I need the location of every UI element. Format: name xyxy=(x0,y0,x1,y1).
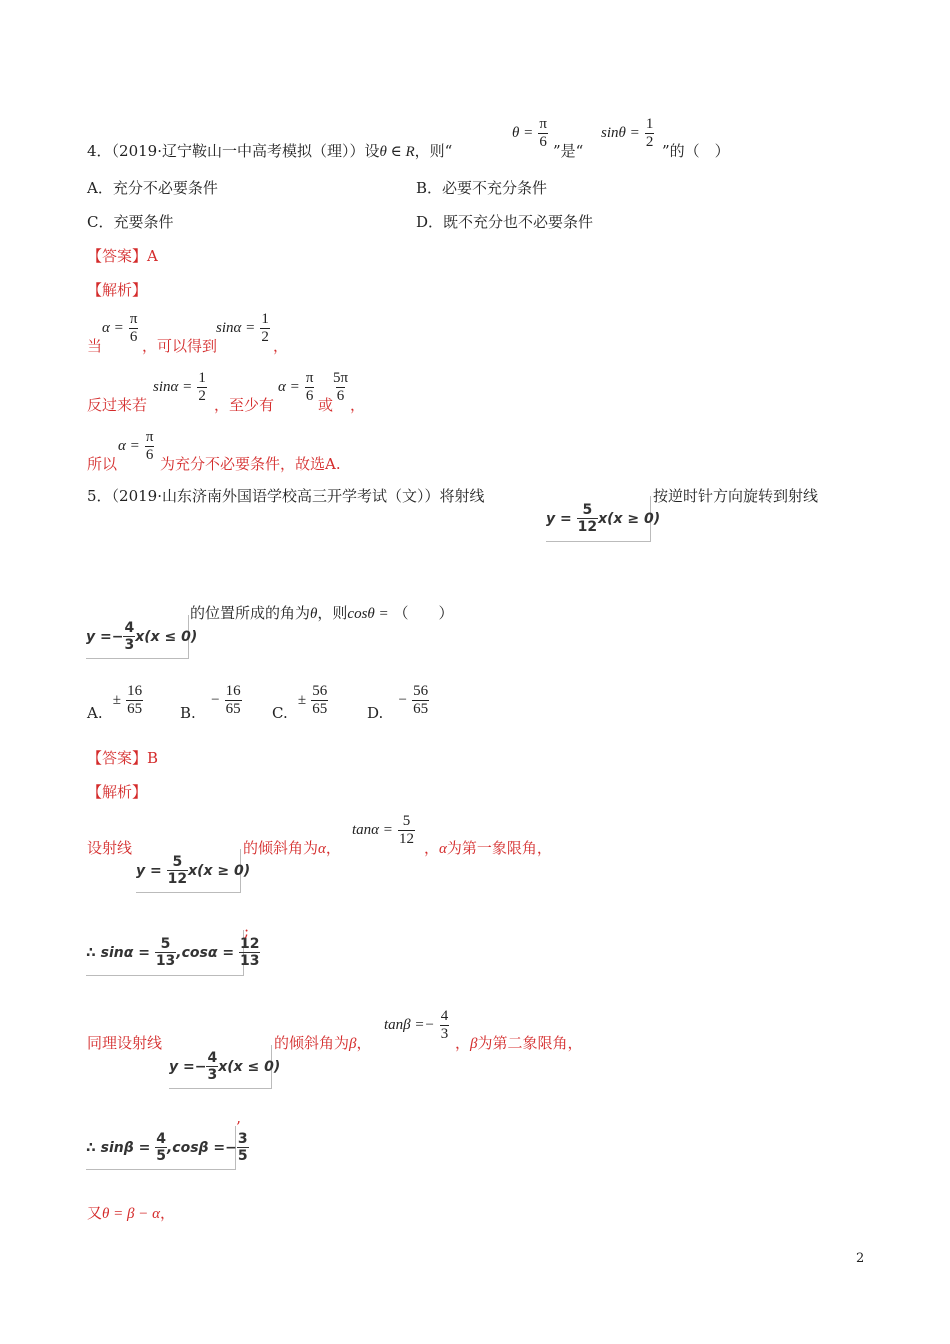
q4-l1-end: ， xyxy=(273,337,289,355)
fraction: $\frac{1}{2}$ xyxy=(198,370,206,404)
q4-l3-prefix: 所以 xyxy=(87,455,118,473)
q5-sincos-alpha-image: ∴ sinα = $\frac{5}{13}$ ,cosα = $\frac{12}{13}$ xyxy=(86,930,244,976)
q4-5pi-6 xyxy=(332,370,349,405)
q4-answer: 【答案】A xyxy=(87,247,158,265)
fraction: $\frac{\pi}{6}$ xyxy=(145,429,154,463)
q4-alpha-expr-2: α = $\frac{\pi}{6}$ xyxy=(278,370,314,404)
q5-tanalpha-expr: tanα = $\frac{5}{12}$ xyxy=(352,813,415,847)
q4-l2-prefix: 反过来若 xyxy=(87,396,148,414)
q4-theta-expr: θ = $\frac{\pi}{6}$ xyxy=(512,116,547,150)
fraction: $\frac{\pi}{6}$ xyxy=(305,370,314,404)
q5-ray2-image: y =− $\frac{4}{3}$ x(x ≤ 0) xyxy=(86,615,189,659)
q4-alpha-expr-3: α = $\frac{\pi}{6}$ xyxy=(118,429,154,463)
q4-analysis-heading: 【解析】 xyxy=(87,281,148,299)
q5-apostrophe: ’ xyxy=(236,1118,241,1136)
q5-ray1-image: y = $\frac{5}{12}$ x(x ≥ 0) xyxy=(546,496,651,542)
q5-option-b: B. − $\frac{16}{65}$ xyxy=(180,683,241,722)
fraction: $\frac{\pi}{6}$ xyxy=(539,116,547,150)
fraction: $\frac{1}{2}$ xyxy=(261,311,269,345)
fraction: $\frac{5\pi}{6}$ xyxy=(333,370,349,404)
q4-quote: ”是“ xyxy=(553,142,584,160)
fraction: $\frac{\pi}{6}$ xyxy=(129,311,138,345)
q5-s3-end: ，β为第二象限角， xyxy=(455,1034,583,1052)
q4-tail: ”的（ ） xyxy=(662,142,730,160)
q5-angle-line: 的位置所成的角为θ，则cosθ = （ ） xyxy=(190,604,454,622)
q4-option-d: D．既不充分也不必要条件 xyxy=(416,213,594,231)
q4-l3-suffix: 为充分不必要条件，故选A. xyxy=(160,455,341,473)
q5-s3-prefix: 同理设射线 xyxy=(87,1034,163,1052)
q5-option-a: A. ± $\frac{16}{65}$ xyxy=(87,683,143,722)
fraction: $\frac{1}{2}$ xyxy=(645,116,654,150)
q4-l2-mid: ，至少有 xyxy=(214,396,275,414)
q4-stem: 4．（2019·辽宁鞍山一中高考模拟（理））设θ ∈ R，则“ xyxy=(87,142,453,160)
q5-s1-end: ，α为第一象限角， xyxy=(424,839,552,857)
q5-stem: 5．（2019·山东济南外国语学校高三开学考试（文））将射线 xyxy=(87,487,485,505)
q5-option-d: D. − $\frac{56}{65}$ xyxy=(367,683,429,722)
q5-ray1-image-2: y = $\frac{5}{12}$ x(x ≥ 0) xyxy=(136,849,241,893)
q4-or: 或 xyxy=(318,396,334,414)
q4-alpha-expr: α = $\frac{\pi}{6}$ xyxy=(102,311,138,345)
q4-option-c: C．充要条件 xyxy=(87,213,174,231)
q5-s1-mid: 的倾斜角为α， xyxy=(243,839,341,857)
q5-s3-mid: 的倾斜角为β， xyxy=(274,1034,372,1052)
q5-ray2-image-2: y =− $\frac{4}{3}$ x(x ≤ 0) xyxy=(169,1045,272,1089)
q5-s5: 又θ = β − α， xyxy=(87,1204,175,1222)
q4-sin-expr: sinθ = $\frac{1}{2}$ xyxy=(601,116,654,150)
q5-analysis-heading: 【解析】 xyxy=(87,783,148,801)
q5-option-c: C. ± $\frac{56}{65}$ xyxy=(272,683,328,722)
q4-l2-end: ， xyxy=(350,396,366,414)
q5-rotate-text: 按逆时针方向旋转到射线 xyxy=(653,487,819,505)
q4-option-a: A．充分不必要条件 xyxy=(87,179,218,197)
q5-sincos-beta-image: ∴ sinβ = $\frac{4}{5}$ ,cosβ =− $\frac{3}{5}$ xyxy=(86,1126,236,1170)
q4-sinalpha-expr-2: sinα = $\frac{1}{2}$ xyxy=(153,370,206,404)
q4-sinalpha-expr: sinα = $\frac{1}{2}$ xyxy=(216,311,269,345)
q5-semicolon: ; xyxy=(244,922,250,940)
q4-option-b: B．必要不充分条件 xyxy=(416,179,548,197)
page-number: 2 xyxy=(856,1251,865,1266)
q4-l1-mid: ，可以得到 xyxy=(142,337,218,355)
q5-answer: 【答案】B xyxy=(87,749,159,767)
q5-tanbeta-expr: tanβ =− $\frac{4}{3}$ xyxy=(384,1008,449,1042)
q4-l1-prefix: 当 xyxy=(87,337,103,355)
q5-s1-prefix: 设射线 xyxy=(87,839,133,857)
